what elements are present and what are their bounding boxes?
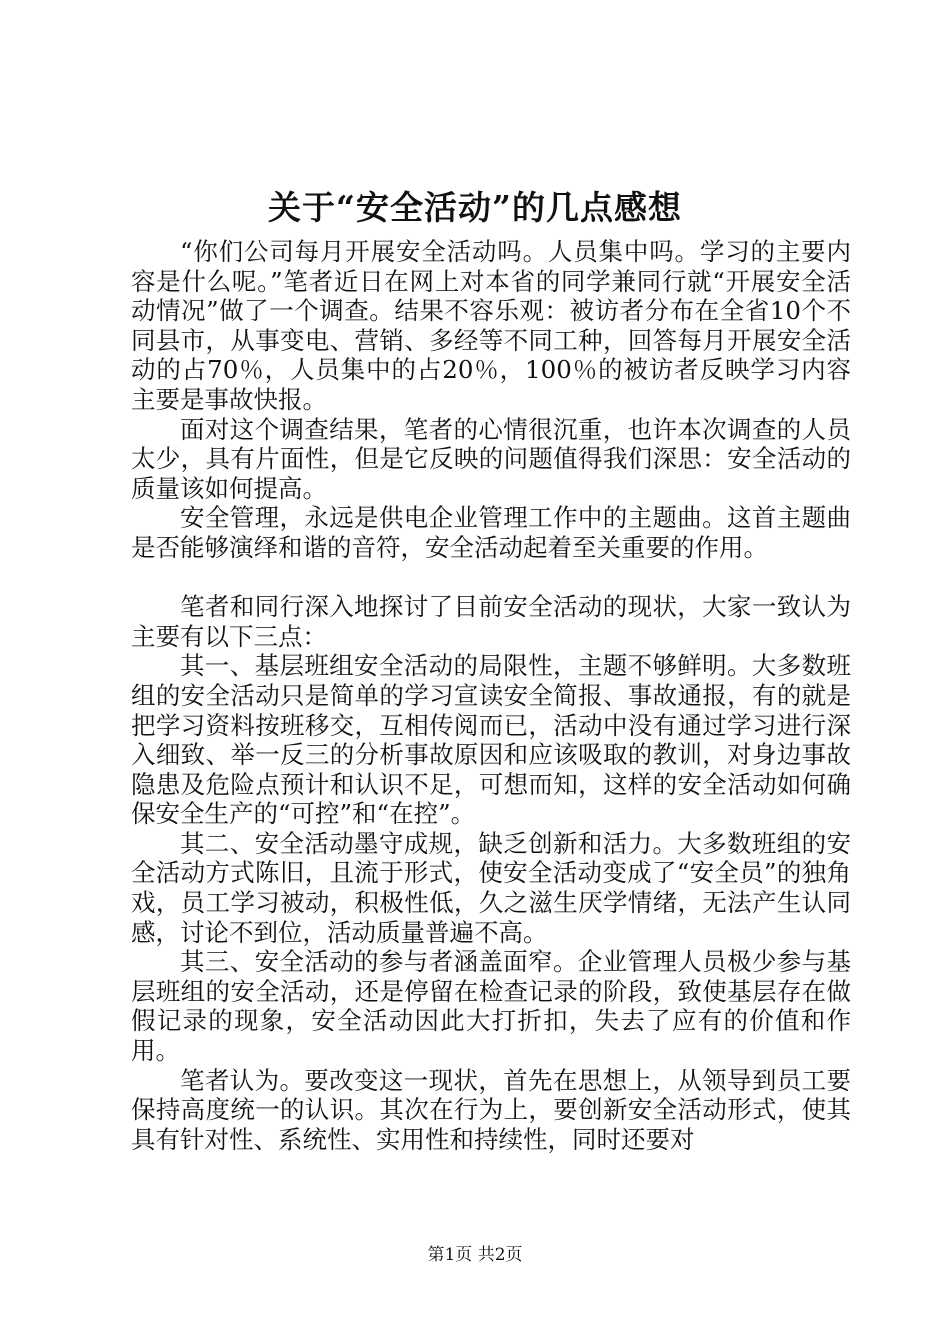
paragraph-point-three: 其三、安全活动的参与者涵盖面窄。企业管理人员极少参与基层班组的安全活动，还是停留在检查记录的阶段，致使基层存在做假记录的现象，安全活动因此大打折扣，失去了应有的价值和作用。 [131,947,851,1066]
paragraph-opinion: 笔者认为。要改变这一现状，首先在思想上，从领导到员工要保持高度统一的认识。其次在行为上，要创新安全活动形式，使其具有针对性、系统性、实用性和持续性，同时还要对 [131,1065,851,1154]
paragraph-discussion: 笔者和同行深入地探讨了目前安全活动的现状，大家一致认为主要有以下三点： [131,592,851,651]
paragraph-theme: 安全管理，永远是供电企业管理工作中的主题曲。这首主题曲是否能够演绎和谐的音符，安全活动起着至关重要的作用。 [131,503,851,562]
document-body [131,237,851,1154]
page-title: 关于“安全活动”的几点感想 [268,188,682,227]
paragraph-point-two: 其二、安全活动墨守成规，缺乏创新和活力。大多数班组的安全活动方式陈旧，且流于形式，使安全活动变成了“安全员”的独角戏，员工学习被动，积极性低，久之滋生厌学情绪，无法产生认同感，讨论不到位，活动质量普遍不高。 [131,828,851,947]
paragraph-survey: “你们公司每月开展安全活动吗。人员集中吗。学习的主要内容是什么呢。”笔者近日在网上对本省的同学兼同行就“开展安全活动情况”做了一个调查。结果不容乐观：被访者分布在全省10个不同县市，从事变电、营销、多经等不同工种，回答每月开展安全活动的占70％，人员集中的占20％，100％的被访者反映学习内容主要是事故快报。 [131,237,851,414]
paragraph-point-one: 其一、基层班组安全活动的局限性，主题不够鲜明。大多数班组的安全活动只是简单的学习宣读安全简报、事故通报，有的就是把学习资料按班移交，互相传阅而已，活动中没有通过学习进行深入细致、举一反三的分析事故原因和应该吸取的教训，对身边事故隐患及危险点预计和认识不足，可想而知，这样的安全活动如何确保安全生产的“可控”和“在控”。 [131,651,851,829]
page-number: 第1页 共2页 [427,1245,523,1265]
paragraph-reflection: 面对这个调查结果，笔者的心情很沉重，也许本次调查的人员太少，具有片面性，但是它反映的问题值得我们深思：安全活动的质量该如何提高。 [131,414,851,503]
